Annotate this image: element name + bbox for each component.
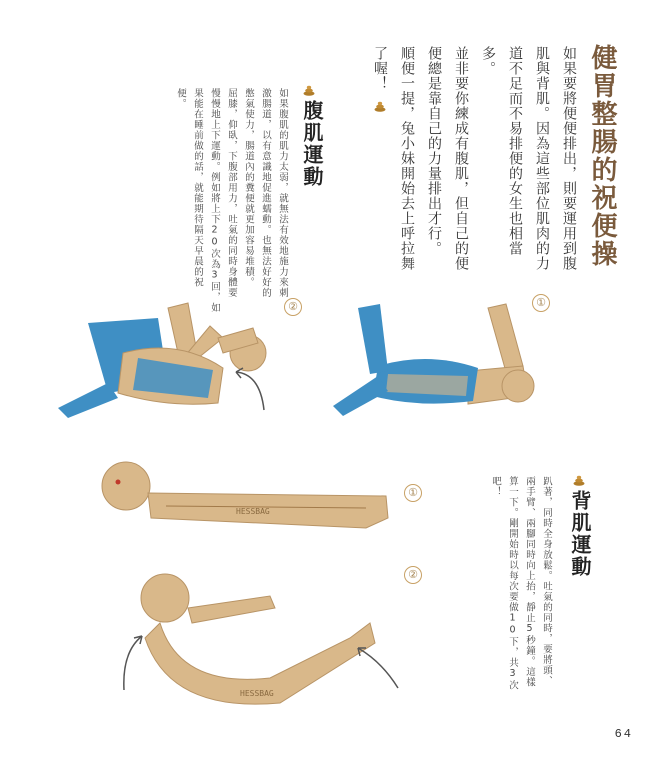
back-step-2-badge: ② (404, 566, 422, 584)
poo-icon (374, 100, 386, 112)
abdominal-line-4: 屈膝，仰臥，下腹部用力，吐氣的同時身體要 (226, 88, 237, 298)
back-step-1-badge: ① (404, 484, 422, 502)
intro-line-4: 多。 (480, 46, 496, 76)
intro-line-2: 肌與背肌。因為這些部位肌肉的力 (534, 46, 550, 271)
abdominal-title: 腹肌運動 (300, 100, 324, 188)
back-line-3: 算一下。剛開始時以每次要做10下，共3次 (507, 476, 518, 691)
back-line-1: 趴著，同時全身放鬆。吐氣的同時，要將頭、 (541, 476, 552, 686)
poo-icon (573, 474, 585, 486)
intro-line-7: 順便一提，兔小妹開始去上呼拉舞 (399, 46, 415, 271)
abdominal-line-6: 果能在睡前做的話，就能期待隔天早晨的祝 (192, 88, 203, 288)
abdominal-step-1-figure (318, 296, 548, 426)
page-number: 64 (614, 727, 633, 741)
back-step-2-figure (120, 568, 380, 718)
back-line-4: 吧！ (490, 476, 501, 497)
abdominal-line-7: 便。 (175, 88, 186, 109)
curved-arrow-icon (230, 362, 270, 412)
abdominal-line-3: 憋氣使力，腸道內的糞便就更加容易堆積。 (243, 88, 254, 288)
abdominal-line-2: 激腸道，以有意識地促進蠕動。也無法好好的 (260, 88, 271, 298)
back-title: 背肌運動 (568, 490, 592, 578)
back-line-2: 兩手臂、兩腳同時向上抬，靜止5秒鐘。這樣 (524, 476, 535, 688)
poo-icon (303, 84, 315, 96)
svg-text:HESSBAG: HESSBAG (240, 689, 274, 698)
intro-line-1: 如果要將便便排出，則要運用到腹 (561, 46, 577, 271)
curved-arrow-icon (352, 642, 402, 692)
abdominal-line-5: 慢慢地上下運動。例如將上下20次為3回，如 (209, 88, 220, 313)
intro-line-5: 並非要你練成有腹肌，但自己的便 (453, 46, 469, 271)
svg-text:HESSBAG: HESSBAG (236, 507, 270, 516)
abdominal-line-1: 如果腹肌的肌力太弱，就無法有效地施力來刺 (277, 88, 288, 298)
intro-line-8: 了喔！ (372, 46, 388, 91)
page-title: 健胃整腸的祝便操 (587, 44, 617, 268)
back-step-1-figure (96, 458, 396, 538)
abdominal-step-1-badge: ① (532, 294, 550, 312)
abdominal-step-2-badge: ② (284, 298, 302, 316)
intro-line-3: 道不足而不易排便的女生也相當 (507, 46, 523, 256)
intro-line-6: 便總是靠自己的力量排出才行。 (426, 46, 442, 256)
curved-arrow-icon (118, 632, 148, 692)
